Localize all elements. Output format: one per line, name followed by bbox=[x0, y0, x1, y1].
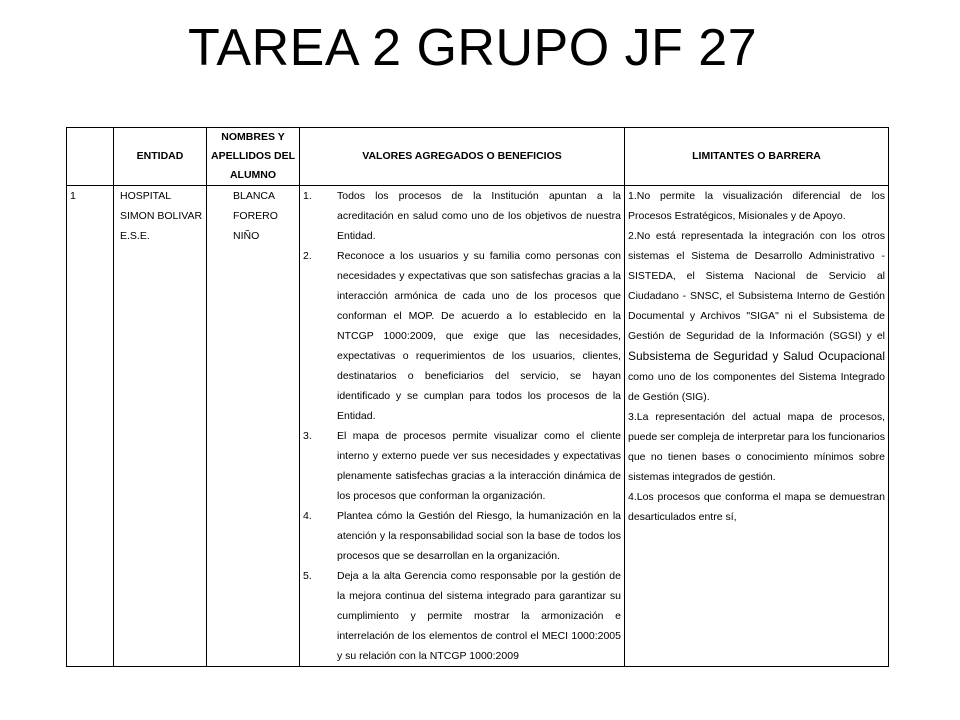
limitante-2-part-a: 2.No está representada la integración con los otros sistemas el Sistema de Desarrollo Administrativo - SISTEDA, el Sistema Nacional de Servicio al Ciudadano - SNSC, el Subsistema Interno de Gestión Documental y Archivos "SIGA" ni el Subsistema de Gestión de Seguridad de la Información (SGSI) y el bbox=[628, 230, 885, 342]
item-text: Plantea cómo la Gestión del Riesgo, la humanización en la atención y la responsabilidad social son la base de todos los procesos que se desarrollan en la organización. bbox=[337, 510, 621, 562]
valores-list bbox=[303, 186, 621, 666]
limitante-3: 3.La representación del actual mapa de procesos, puede ser compleja de interpretar para los funcionarios que no tienen bases o conocimiento mínimos sobre sistemas integrados de gestión. bbox=[628, 411, 885, 483]
assignment-table bbox=[66, 127, 889, 667]
header-num bbox=[67, 128, 114, 186]
limitante-1: 1.No permite la visualización diferencial de los Procesos Estratégicos, Misionales y de Apoyo. bbox=[628, 190, 885, 222]
limitantes-cell bbox=[625, 186, 889, 667]
item-text: El mapa de procesos permite visualizar como el cliente interno y externo puede ver sus necesidades y expectativas plenamente satisfechas gracias a la interacción dinámica de los procesos que conforman la organización. bbox=[337, 430, 621, 502]
item-number: 3. bbox=[303, 430, 312, 442]
row-number: 1 bbox=[67, 186, 114, 667]
list-item bbox=[303, 426, 621, 506]
list-item bbox=[303, 566, 621, 666]
header-nombres: NOMBRES Y APELLIDOS DEL ALUMNO bbox=[207, 128, 300, 186]
limitante-2 bbox=[628, 226, 885, 407]
item-text: Reconoce a los usuarios y su familia como personas con necesidades y expectativas que son satisfechas gracias a la interacción armónica de cada uno de los procesos que conforman el MOP. De acuerdo a lo establecido en la NTCGP 1000:2009, que exige que las necesidades, expectativas o requerimientos de los usuarios, clientes, destinatarios o beneficiarios del servicio, se hayan identificado y se cumplan para todos los procesos de la Entidad. bbox=[337, 250, 621, 422]
item-text: Todos los procesos de la Institución apuntan a la acreditación en salud como uno de los objetivos de nuestra Entidad. bbox=[337, 190, 621, 242]
page-title: TAREA 2 GRUPO JF 27 bbox=[188, 19, 758, 77]
header-limitantes: LIMITANTES O BARRERA bbox=[625, 128, 889, 186]
list-item bbox=[303, 246, 621, 426]
item-text: Deja a la alta Gerencia como responsable por la gestión de la mejora continua del sistema integrado para garantizar su cumplimiento y permite mostrar la armonización e interrelación de los elementos de control el MECI 1000:2005 y su relación con la NTCGP 1000:2009 bbox=[337, 570, 621, 662]
list-item bbox=[303, 186, 621, 246]
item-number: 1. bbox=[303, 190, 312, 202]
limitante-4: 4.Los procesos que conforma el mapa se demuestran desarticulados entre sí, bbox=[628, 491, 885, 523]
item-number: 5. bbox=[303, 570, 312, 582]
limitante-2-part-b: Subsistema de Seguridad y Salud Ocupacional bbox=[628, 349, 885, 363]
valores-cell bbox=[300, 186, 625, 667]
item-number: 2. bbox=[303, 250, 312, 262]
table-row bbox=[67, 186, 889, 667]
header-row bbox=[67, 128, 889, 186]
item-number: 4. bbox=[303, 510, 312, 522]
header-valores: VALORES AGREGADOS O BENEFICIOS bbox=[300, 128, 625, 186]
header-entidad: ENTIDAD bbox=[114, 128, 207, 186]
entidad-cell: HOSPITAL SIMON BOLIVAR E.S.E. bbox=[114, 186, 207, 667]
limitante-2-part-c: como uno de los componentes del Sistema Integrado de Gestión (SIG). bbox=[628, 371, 885, 403]
list-item bbox=[303, 506, 621, 566]
nombre-cell: BLANCA FORERO NIÑO bbox=[207, 186, 300, 667]
